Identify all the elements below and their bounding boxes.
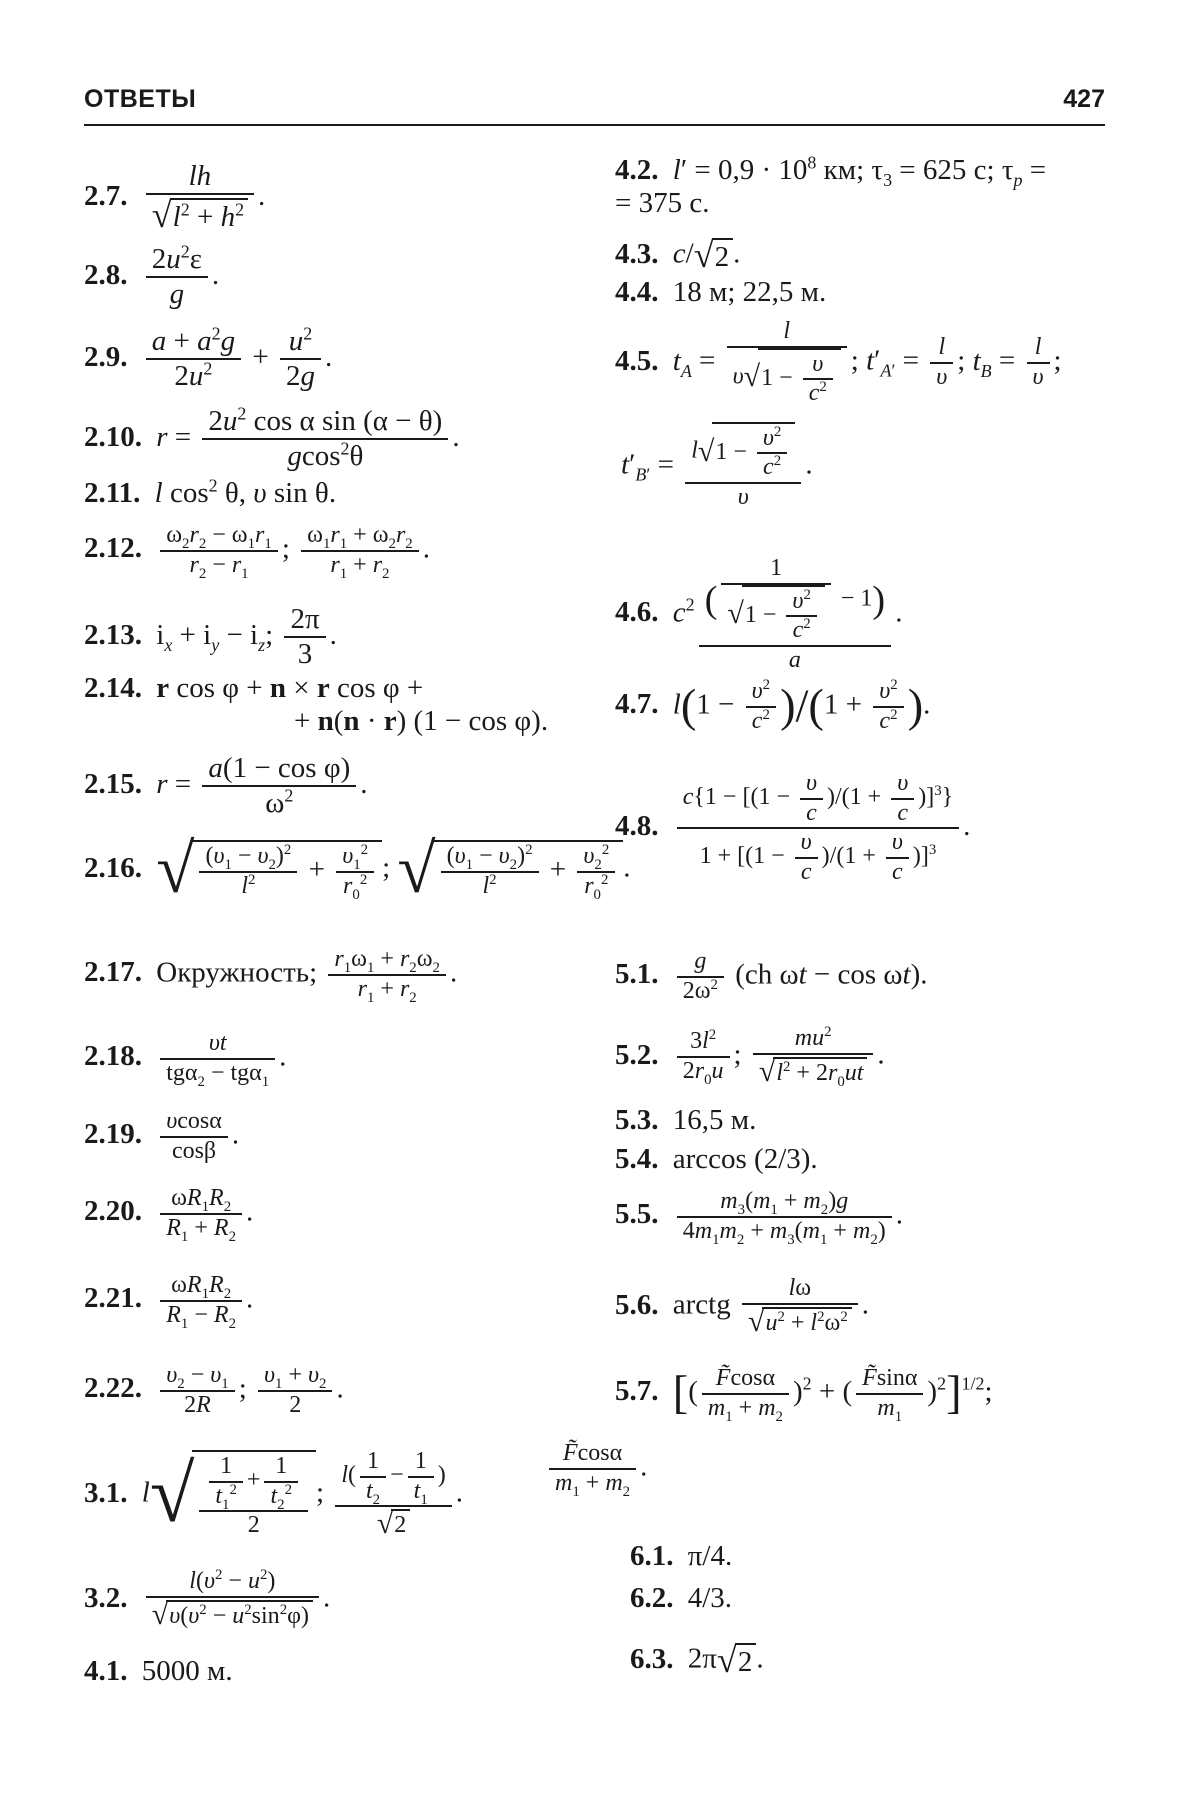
answer-5-2: 5.2. $\frac{3l^2}{2r_0u}$ ; $\frac{mu^2}{√l^2 + 2r_0ut}$ . (615, 1024, 885, 1090)
answer-label: 2.8. (84, 259, 128, 291)
answer-2-15: 2.15. r = $\frac{\text{a(1 − cos φ)}}{\omega^2}$ . (84, 752, 368, 820)
answer-2-12: 2.12. $\frac{\omega_2r_2 - \omega_1r_1}{r_2 - r_1}$ ; $\frac{\omega_1r_1 + \omega_2r_2}{r_1 + r_2}$ . (84, 522, 430, 582)
answer-label: 2.22. (84, 1372, 142, 1405)
answer-4-1: 4.1. 5000 м. (84, 1655, 233, 1687)
answer-label: 2.10. (84, 421, 142, 453)
answer-2-22: 2.22. $\frac{\upsilon_2 - \upsilon_1}{2R}$ ; $\frac{\upsilon_1 + \upsilon_2}{2}$ . (84, 1362, 344, 1418)
answer-4-4: 4.4. 18 м; 22,5 м. (615, 276, 827, 308)
running-head (84, 84, 1105, 126)
page-title: ОТВЕТЫ (84, 85, 197, 113)
answer-label: 2.11. (84, 477, 141, 509)
answer-label: 5.6. (615, 1288, 659, 1321)
answer-label: 4.1. (84, 1655, 128, 1687)
answer-label: 5.3. (615, 1104, 659, 1136)
answer-5-7: 5.7. [( $\frac{F̃\cos\alpha}{m_1 + m_2}$ )$^2$ + ( $\frac{F̃\sin\alpha}{m_1}$ )$^2$]$^{1/2}$; $\frac{F̃\cos\alpha}{m_1 + m_2}$ . (615, 1365, 993, 1497)
answer-label: 2.14. (84, 672, 142, 704)
answer-label: 2.20. (84, 1195, 142, 1228)
answer-label: 4.7. (615, 688, 659, 721)
answer-label: 6.1. (630, 1540, 674, 1572)
answer-2-14: 2.14. r cos φ + n × r cos φ + + n(n · r) (1 − cos φ). (84, 672, 549, 738)
answer-5-3: 5.3. 16,5 м. (615, 1104, 757, 1136)
answer-label: 4.5. (615, 344, 659, 377)
answer-2-10: 2.10. r = $\frac{2u^2 \cos \alpha \sin (\alpha - \theta)}{gcos^2\theta}$ . (84, 403, 460, 473)
answer-3-2: 3.2. $\frac{l(\upsilon^2 - u^2)}{√\upsilon(\upsilon^2 - u^2\sin^2\varphi)}$ . (84, 1567, 331, 1631)
answer-4-7: 4.7. l(1 − $\frac{\upsilon^2}{c^2}$ )/(1 + $\frac{\upsilon^2}{c^2}$ ). (615, 677, 931, 734)
answer-label: 2.9. (84, 341, 128, 373)
answer-4-5: 4.5. $t_A$ = l υ√1 − $\frac{\upsilon}{c^2}$ ; $t'_{A'}$ = $\frac{l}{\upsilon}$ ; $t_B$ = $\frac{l}{\upsilon}$ ; $t'_{B'}$ = l√1 − $\frac{\upsilon^2}{c^2}$ υ . (615, 318, 1062, 510)
answer-label: 2.15. (84, 768, 142, 800)
page-number: 427 (1063, 85, 1105, 113)
answer-2-19: 2.19. $\frac{\upsilon\cos\alpha}{\cos\beta}$ . (84, 1108, 240, 1164)
answer-4-2: 4.2. $l' = 0,9 \cdot 10^8$ км; $\tau_3 = 625$ с; $\tau_p$ = = 375 с. (615, 152, 1047, 220)
answer-2-7: 2.7. $\frac{lh}{√l^2 + h^2}$ . (84, 160, 266, 236)
answer-label: 4.2. (615, 154, 659, 186)
answer-label: 5.5. (615, 1198, 659, 1231)
answer-2-9: 2.9. $\frac{a + a^2g}{2u^2}$ + $\frac{u^2}{2g}$ . (84, 323, 333, 393)
answer-4-3: 4.3. c/√2 . (615, 235, 741, 275)
answer-5-5: 5.5. $\frac{m_3(m_1 + m_2)g}{4m_1m_2 + m_3(m_1 + m_2)}$ . (615, 1188, 903, 1248)
answer-4-6: 4.6. $c^2$ ( 1 √1 − $\frac{\upsilon^2}{c^2}$ − 1) a . (615, 555, 903, 673)
answer-label: 4.4. (615, 276, 659, 308)
answer-label: 2.12. (84, 532, 142, 565)
answer-label: 2.7. (84, 180, 128, 213)
answer-2-20: 2.20. $\frac{\omega R_1R_2}{R_1 + R_2}$ . (84, 1185, 254, 1245)
answer-2-13: 2.13. $i_x + i_y - i_z$; $\frac{2\pi}{3}$ . (84, 603, 337, 671)
answer-label: 2.21. (84, 1282, 142, 1315)
answer-label: 6.2. (630, 1582, 674, 1614)
answer-label: 5.4. (615, 1143, 659, 1175)
answer-label: 3.1. (84, 1476, 128, 1509)
answer-5-6: 5.6. arctg $\frac{l\omega}{√u^2 + l^2\omega^2}$ . (615, 1275, 870, 1338)
answer-label: 5.2. (615, 1038, 659, 1071)
answer-label: 2.18. (84, 1040, 142, 1073)
answer-3-1: 3.1. l√ $\frac{1}{t_1^2}$ + $\frac{1}{t_2^2}$ 2 ; l( $\frac{1}{t_2}$ − $\frac{1}{t_1}$ ) √2 . (84, 1448, 464, 1541)
answer-label: 2.19. (84, 1118, 142, 1151)
answer-2-18: 2.18. $\frac{\upsilon t}{tg\alpha_2 - tg\alpha_1}$ . (84, 1030, 287, 1090)
answer-2-21: 2.21. $\frac{\omega R_1R_2}{R_1 - R_2}$ . (84, 1272, 254, 1332)
answer-label: 4.3. (615, 237, 659, 270)
answer-label: 5.7. (615, 1375, 659, 1408)
answer-2-16: 2.16. √ $\frac{(\upsilon_1 - \upsilon_2)^2}{l^2}$ + $\frac{\upsilon_1^2}{r_0^2}$ ; √ $\frac{(\upsilon_1 - \upsilon_2)^2}{l^2}$ + $\frac{\upsilon_2^2}{r_0^2}$ . (84, 831, 631, 908)
answer-label: 5.1. (615, 958, 659, 991)
answer-4-8: 4.8. c{1 − [(1 − $\frac{\upsilon}{c}$ )/(1 + $\frac{\upsilon}{c}$ )]$^3$} 1 + [(1 − $\frac{\upsilon}{c}$ )/(1 + $\frac{\upsilon}{c}$ )]$^3$ . (615, 770, 971, 885)
answer-label: 2.13. (84, 619, 142, 651)
answer-label: 3.2. (84, 1581, 128, 1614)
answer-label: 2.17. (84, 956, 142, 989)
answer-label: 6.3. (630, 1642, 674, 1675)
answer-2-17: 2.17. Окружность; $\frac{r_1\omega_1 + r_2\omega_2}{r_1 + r_2}$ . (84, 946, 458, 1006)
answer-6-1: 6.1. π/4. (630, 1540, 733, 1572)
answer-label: 2.16. (84, 851, 142, 884)
answer-2-11: 2.11. l $\cos^2 \theta$, υ sin θ. (84, 475, 337, 509)
answer-6-2: 6.2. 4/3. (630, 1582, 733, 1614)
answer-5-4: 5.4. arccos (2/3). (615, 1143, 818, 1175)
answer-6-3: 6.3. 2π√2 . (630, 1640, 764, 1680)
answer-label: 4.8. (615, 809, 659, 842)
answer-label: 4.6. (615, 596, 659, 629)
answer-2-8: 2.8. $\frac{2u^2\varepsilon}{g}$ . (84, 241, 220, 311)
answer-5-1: 5.1. $\frac{g}{2\omega^2}$ (ch ωt − cos ωt). (615, 948, 928, 1004)
